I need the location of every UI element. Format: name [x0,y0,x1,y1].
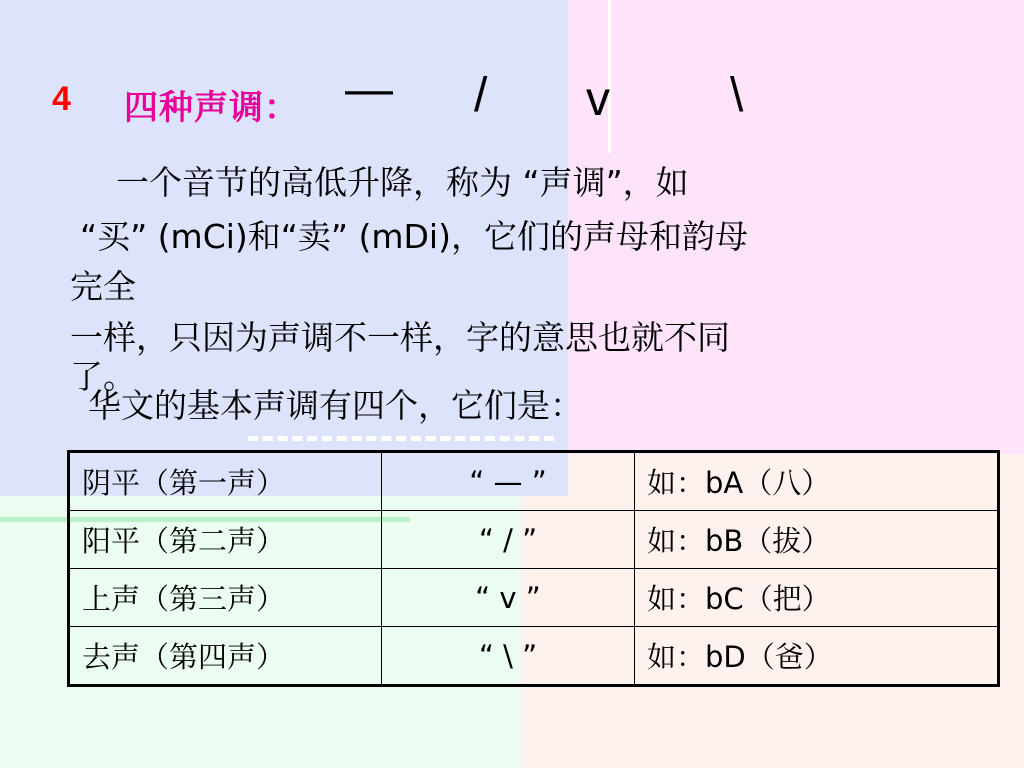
tones-table [67,450,1000,687]
tone-mark-cell: “ / ” [382,511,635,569]
paragraph-line: 一样，只因为声调不一样，字的意思也就不同 [70,318,730,357]
tone-mark-cell: “ \ ” [382,627,635,686]
tone-name-cell: 阳平（第二声） [69,511,382,569]
paragraph-line: 完全 [70,267,136,306]
paragraph-line: 了。 [70,357,136,396]
tone-mark-fourth: \ [730,69,744,122]
tone-example-cell: 如：bD（爸） [635,627,999,686]
table-row [69,452,999,511]
tone-name-cell: 去声（第四声） [69,627,382,686]
table-row [69,511,999,569]
table-row [69,569,999,627]
tone-mark-cell: “ v ” [382,569,635,627]
tone-mark-cell: “ — ” [382,452,635,511]
tone-mark-first: — [345,63,393,116]
paragraph-line: 华文的基本声调有四个，它们是： [88,386,583,425]
tone-mark-third: v [586,73,610,126]
heading-number: 4 [52,80,71,118]
tone-example-cell: 如：bA（八） [635,452,999,511]
tone-example-cell: 如：bB（拔） [635,511,999,569]
heading-title: 四种声调： [124,88,299,128]
tone-name-cell: 上声（第三声） [69,569,382,627]
paragraph-line: 一个音节的高低升降，称为 “声调”，如 [116,163,689,202]
tone-name-cell: 阴平（第一声） [69,452,382,511]
tone-mark-second: / [474,69,488,122]
tone-example-cell: 如：bC（把） [635,569,999,627]
decorative-dashed-line [248,436,554,441]
paragraph-line: “买” (mCi)和“卖” (mDi)，它们的声母和韵母 [80,217,748,256]
table-row [69,627,999,686]
